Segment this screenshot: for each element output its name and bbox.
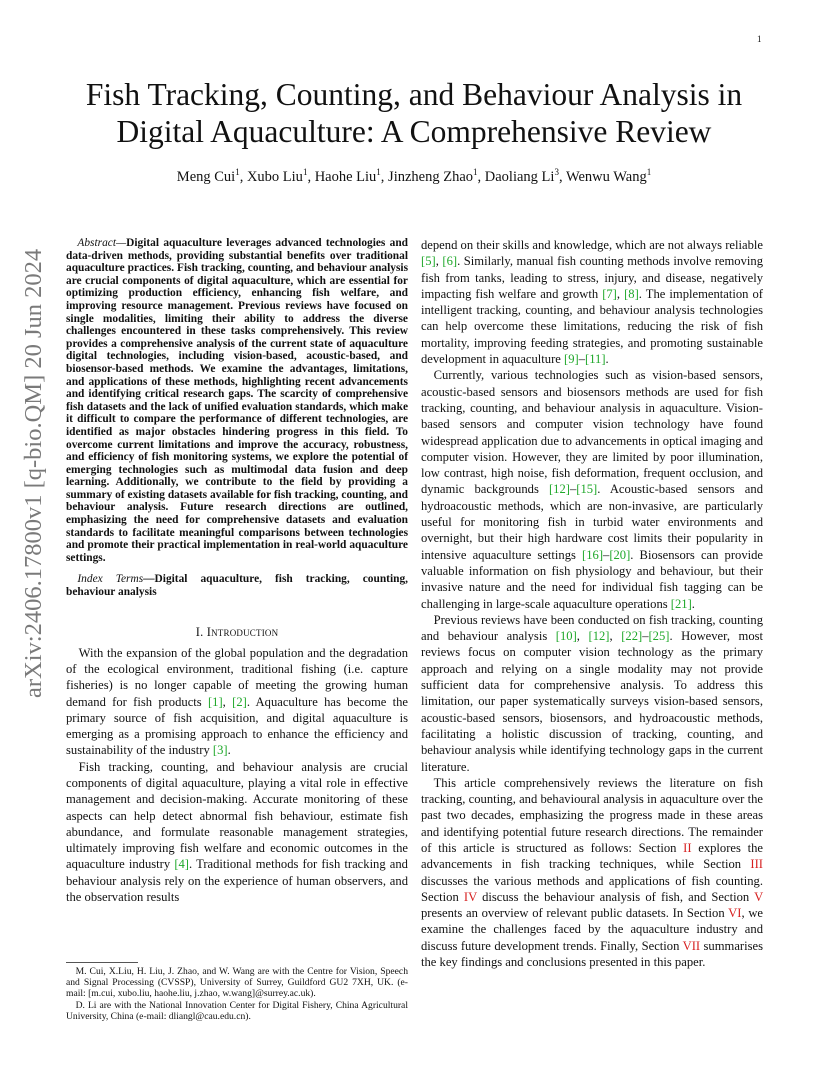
author-name: Xubo Liu bbox=[246, 168, 303, 185]
body-paragraph: Previous reviews have been conducted on fish tracking, counting and behaviour analysis [10], [12], [22]–[25]. However, most reviews focus on computer vision technology as the primary approach and relying on a single modality may not provide sufficient data for comprehensive analysis. To address this limitation, our paper systematically surveys vision-based sensors, acoustic-based sensors, biosensors, and hydroacoustic methods, facilitating a holistic discussion of tracking, counting, and behaviour analysis while identifying technology gaps in the current literature. bbox=[421, 612, 764, 774]
footnote: D. Li are with the National Innovation Center for Digital Fishery, China Agricultural University, China (e-mail: dliangl@cau.edu.cn). bbox=[66, 999, 408, 1022]
body-paragraph: Fish tracking, counting, and behaviour analysis are crucial components of digital aquaculture, playing a vital role in effective management and decision-making. Accurate monitoring of these aspects can help detect abnormal fish behaviour, estimate fish abundance, and formulate reasonable management strategies, ultimately improving fish welfare and economic outcomes in the aquaculture industry [4]. Traditional methods for fish tracking and behaviour analysis rely on the experience of human observers, and the observation results bbox=[66, 759, 408, 905]
left-column bbox=[66, 237, 408, 905]
citation-link[interactable]: [22] bbox=[621, 629, 643, 644]
index-terms: Index Terms—Digital aquaculture, fish tracking, counting, behaviour analysis bbox=[66, 573, 408, 599]
author-affiliation: 1 bbox=[302, 167, 308, 177]
index-terms-label: Index Terms bbox=[77, 573, 144, 586]
citation-link[interactable]: [11] bbox=[585, 352, 606, 367]
footnote: M. Cui, X.Liu, H. Liu, J. Zhao, and W. Wang are with the Centre for Vision, Speech and Signal Processing (CVSSP), University of Surrey, Guildford GU2 7XH, UK. (e-mail: [m.cui, xubo.liu, haohe.liu, j.zhao, w.wang]@surrey.ac.uk). bbox=[66, 966, 408, 1000]
author-name: Jinzheng Zhao bbox=[388, 168, 474, 185]
footnotes bbox=[66, 966, 408, 1022]
author-name: Meng Cui bbox=[176, 168, 236, 185]
index-terms-text: Digital aquaculture, fish tracking, counting, behaviour analysis bbox=[66, 573, 408, 599]
author-affiliation: 1 bbox=[235, 167, 240, 177]
arxiv-identifier-stamp: arXiv:2406.17800v1 [q-bio.QM] 20 Jun 2024 bbox=[20, 248, 47, 698]
right-column bbox=[421, 237, 763, 970]
citation-link[interactable]: [12] bbox=[548, 482, 570, 497]
citation-link[interactable]: [25] bbox=[648, 629, 670, 644]
footnote-divider bbox=[66, 962, 138, 963]
citation-link[interactable]: [4] bbox=[174, 857, 189, 872]
citation-link[interactable]: [5] bbox=[421, 254, 436, 269]
citation-link[interactable]: [2] bbox=[232, 694, 247, 709]
citation-link[interactable]: [12] bbox=[588, 629, 610, 644]
citation-link[interactable]: [7] bbox=[602, 286, 617, 301]
section-reference-link[interactable]: IV bbox=[463, 889, 477, 904]
section-reference-link[interactable]: VI bbox=[728, 906, 742, 921]
citation-link[interactable]: [20] bbox=[609, 547, 631, 562]
body-paragraph: Currently, various technologies such as vision-based sensors, acoustic-based sensors and biosensors methods are used for fish tracking, counting, and behaviour analysis in aquaculture. Vision-based sensors and computer vision technology have found widespread application due to advancements in optical imaging and computer vision. However, they are limited by poor illumination, low contrast, high noise, fish deformation, frequent occlusion, and dynamic backgrounds [12]–[15]. Acoustic-based sensors and hydroacoustic methods, which are non-invasive, are particularly useful for monitoring fish in turbid water environments and overnight, but their high hardware cost limits their popularity in intensive aquaculture settings [16]–[20]. Biosensors can provide valuable information on fish physiology and behaviour, but their invasive nature and the need for individual fish tagging can be challenging in large-scale aquaculture operations [21]. bbox=[421, 368, 763, 611]
section-reference-link[interactable]: V bbox=[754, 889, 763, 904]
citation-link[interactable]: [6] bbox=[442, 254, 458, 269]
title-line-1: Fish Tracking, Counting, and Behaviour Analysis in bbox=[85, 77, 743, 112]
author-affiliation: 1 bbox=[473, 167, 478, 177]
citation-link[interactable]: [9] bbox=[564, 352, 579, 367]
citation-link[interactable]: [15] bbox=[576, 482, 598, 497]
citation-link[interactable]: [10] bbox=[555, 629, 577, 644]
author-name: Haohe Liu bbox=[314, 168, 377, 185]
section-title: Introduction bbox=[206, 624, 279, 639]
abstract-label: Abstract bbox=[77, 237, 116, 249]
citation-link[interactable]: [16] bbox=[582, 547, 604, 562]
page-number: 1 bbox=[757, 34, 762, 44]
citation-link[interactable]: [8] bbox=[624, 286, 639, 301]
author-list: Meng Cui$^1$, Xubo Liu$^1$, Haohe Liu$^1$, Jinzheng Zhao$^1$, Daoliang Li$^3$, Wenwu Wang$^1$ bbox=[176, 167, 652, 185]
body-paragraph: This article comprehensively reviews the literature on fish tracking, counting, and behavioural analysis in aquaculture over the past two decades, emphasizing the progress made in these areas and identifying potential future research directions. The remainder of this article is structured as follows: Section II explores the advancements in fish tracking techniques, while Section III discusses the various methods and applications of fish counting. Section IV discuss the behaviour analysis of fish, and Section V presents an overview of relevant public datasets. In Section VI, we examine the challenges faced by the aquaculture industry and discuss future development trends. Finally, Section VII summarises the key findings and conclusions presented in this paper. bbox=[421, 775, 763, 970]
section-reference-link[interactable]: II bbox=[683, 840, 692, 855]
author-affiliation: 1 bbox=[646, 167, 652, 177]
title-line-2: Digital Aquaculture: A Comprehensive Review bbox=[116, 114, 712, 149]
citation-link[interactable]: [3] bbox=[212, 743, 228, 758]
section-reference-link[interactable]: III bbox=[750, 857, 763, 872]
citation-link[interactable]: [1] bbox=[207, 694, 223, 709]
abstract: Abstract—Digital aquaculture leverages advanced technologies and data-driven methods, providing substantial benefits over traditional aquaculture practices. Fish tracking, counting, and behaviour analysis are crucial components of digital aquaculture, which are essential for optimizing production efficiency, enhancing fish welfare, and improving resource management. Previous reviews have focused on single modalities, limiting their ability to address the diverse challenges encountered in these tasks comprehensively. This review provides a comprehensive analysis of the current state of aquaculture digital technologies, including vision-based, acoustic-based, and biosensor-based methods. We examine the advantages, limitations, and applications of these methods, highlighting recent advancements and identifying critical research gaps. The scarcity of comprehensive fish datasets and the lack of unified evaluation standards, which make it difficult to compare the performance of different technologies, are identified as major obstacles hindering progress in this field. To overcome current limitations and improve the accuracy, robustness, and efficiency of fish monitoring systems, we explore the potential of emerging technologies such as multimodal data fusion and deep learning. Additionally, we contribute to the field by providing a summary of existing datasets available for fish tracking, counting, and behaviour analysis. Future research directions are outlined, emphasizing the need for comprehensive datasets and evaluation standards to facilitate meaningful comparisons between technologies and promote their practical implementation in real-world aquaculture settings. bbox=[66, 237, 408, 564]
section-reference-link[interactable]: VII bbox=[682, 938, 701, 953]
citation-link[interactable]: [21] bbox=[670, 596, 692, 611]
paper-title bbox=[40, 76, 788, 150]
body-paragraph: With the expansion of the global population and the degradation of the ecological environment, traditional fishing (i.e. capture fisheries) is no longer capable of meeting the growing human demand for fish products [1], [2]. Aquaculture has become the primary source of fish acquisition, and digital aquaculture is emerging as a promising approach to enhance the efficiency and sustainability of the industry [3]. bbox=[66, 645, 409, 758]
section-heading-introduction bbox=[66, 625, 408, 640]
section-number: I. bbox=[195, 624, 204, 639]
author-affiliation: 1 bbox=[376, 167, 381, 177]
author-name: Daoliang Li bbox=[484, 168, 555, 185]
abstract-text: Digital aquaculture leverages advanced technologies and data-driven methods, providing substantial benefits over traditional aquaculture practices. Fish tracking, counting, and behaviour analysis are crucial components of digital aquaculture, which are essential for optimizing production efficiency, enhancing fish welfare, and improving resource management. Previous reviews have focused on single modalities, limiting their ability to address the diverse challenges encountered in these tasks comprehensively. This review provides a comprehensive analysis of the current state of aquaculture digital technologies, including vision-based, acoustic-based, and biosensor-based methods. We examine the advantages, limitations, and applications of these methods, highlighting recent advancements and identifying critical research gaps. The scarcity of comprehensive fish datasets and the lack of unified evaluation standards, which make it difficult to compare the performance of different technologies, are identified as major obstacles hindering progress in this field. To overcome current limitations and improve the accuracy, robustness, and efficiency of fish monitoring systems, we explore the potential of emerging technologies such as multimodal data fusion and deep learning. Additionally, we contribute to the field by providing a summary of existing datasets available for fish tracking, counting, and behaviour analysis. Future research directions are outlined, emphasizing the need for comprehensive datasets and evaluation standards to facilitate meaningful comparisons between technologies and promote their practical implementation in real-world aquaculture settings. bbox=[66, 237, 408, 564]
author-affiliation: 3 bbox=[554, 167, 559, 177]
author-name: Wenwu Wang bbox=[565, 168, 647, 185]
body-paragraph: depend on their skills and knowledge, which are not always reliable [5], [6]. Similarly, manual fish counting methods involve removing fish from tanks, leading to stress, injury, and disease, negatively impacting fish welfare and growth [7], [8]. The implementation of intelligent tracking, counting, and behaviour analysis technologies can help overcome these limitations, reducing the risk of fish mortality, improving feeding strategies, and promoting sustainable development in aquaculture [9]–[11]. bbox=[421, 238, 764, 367]
